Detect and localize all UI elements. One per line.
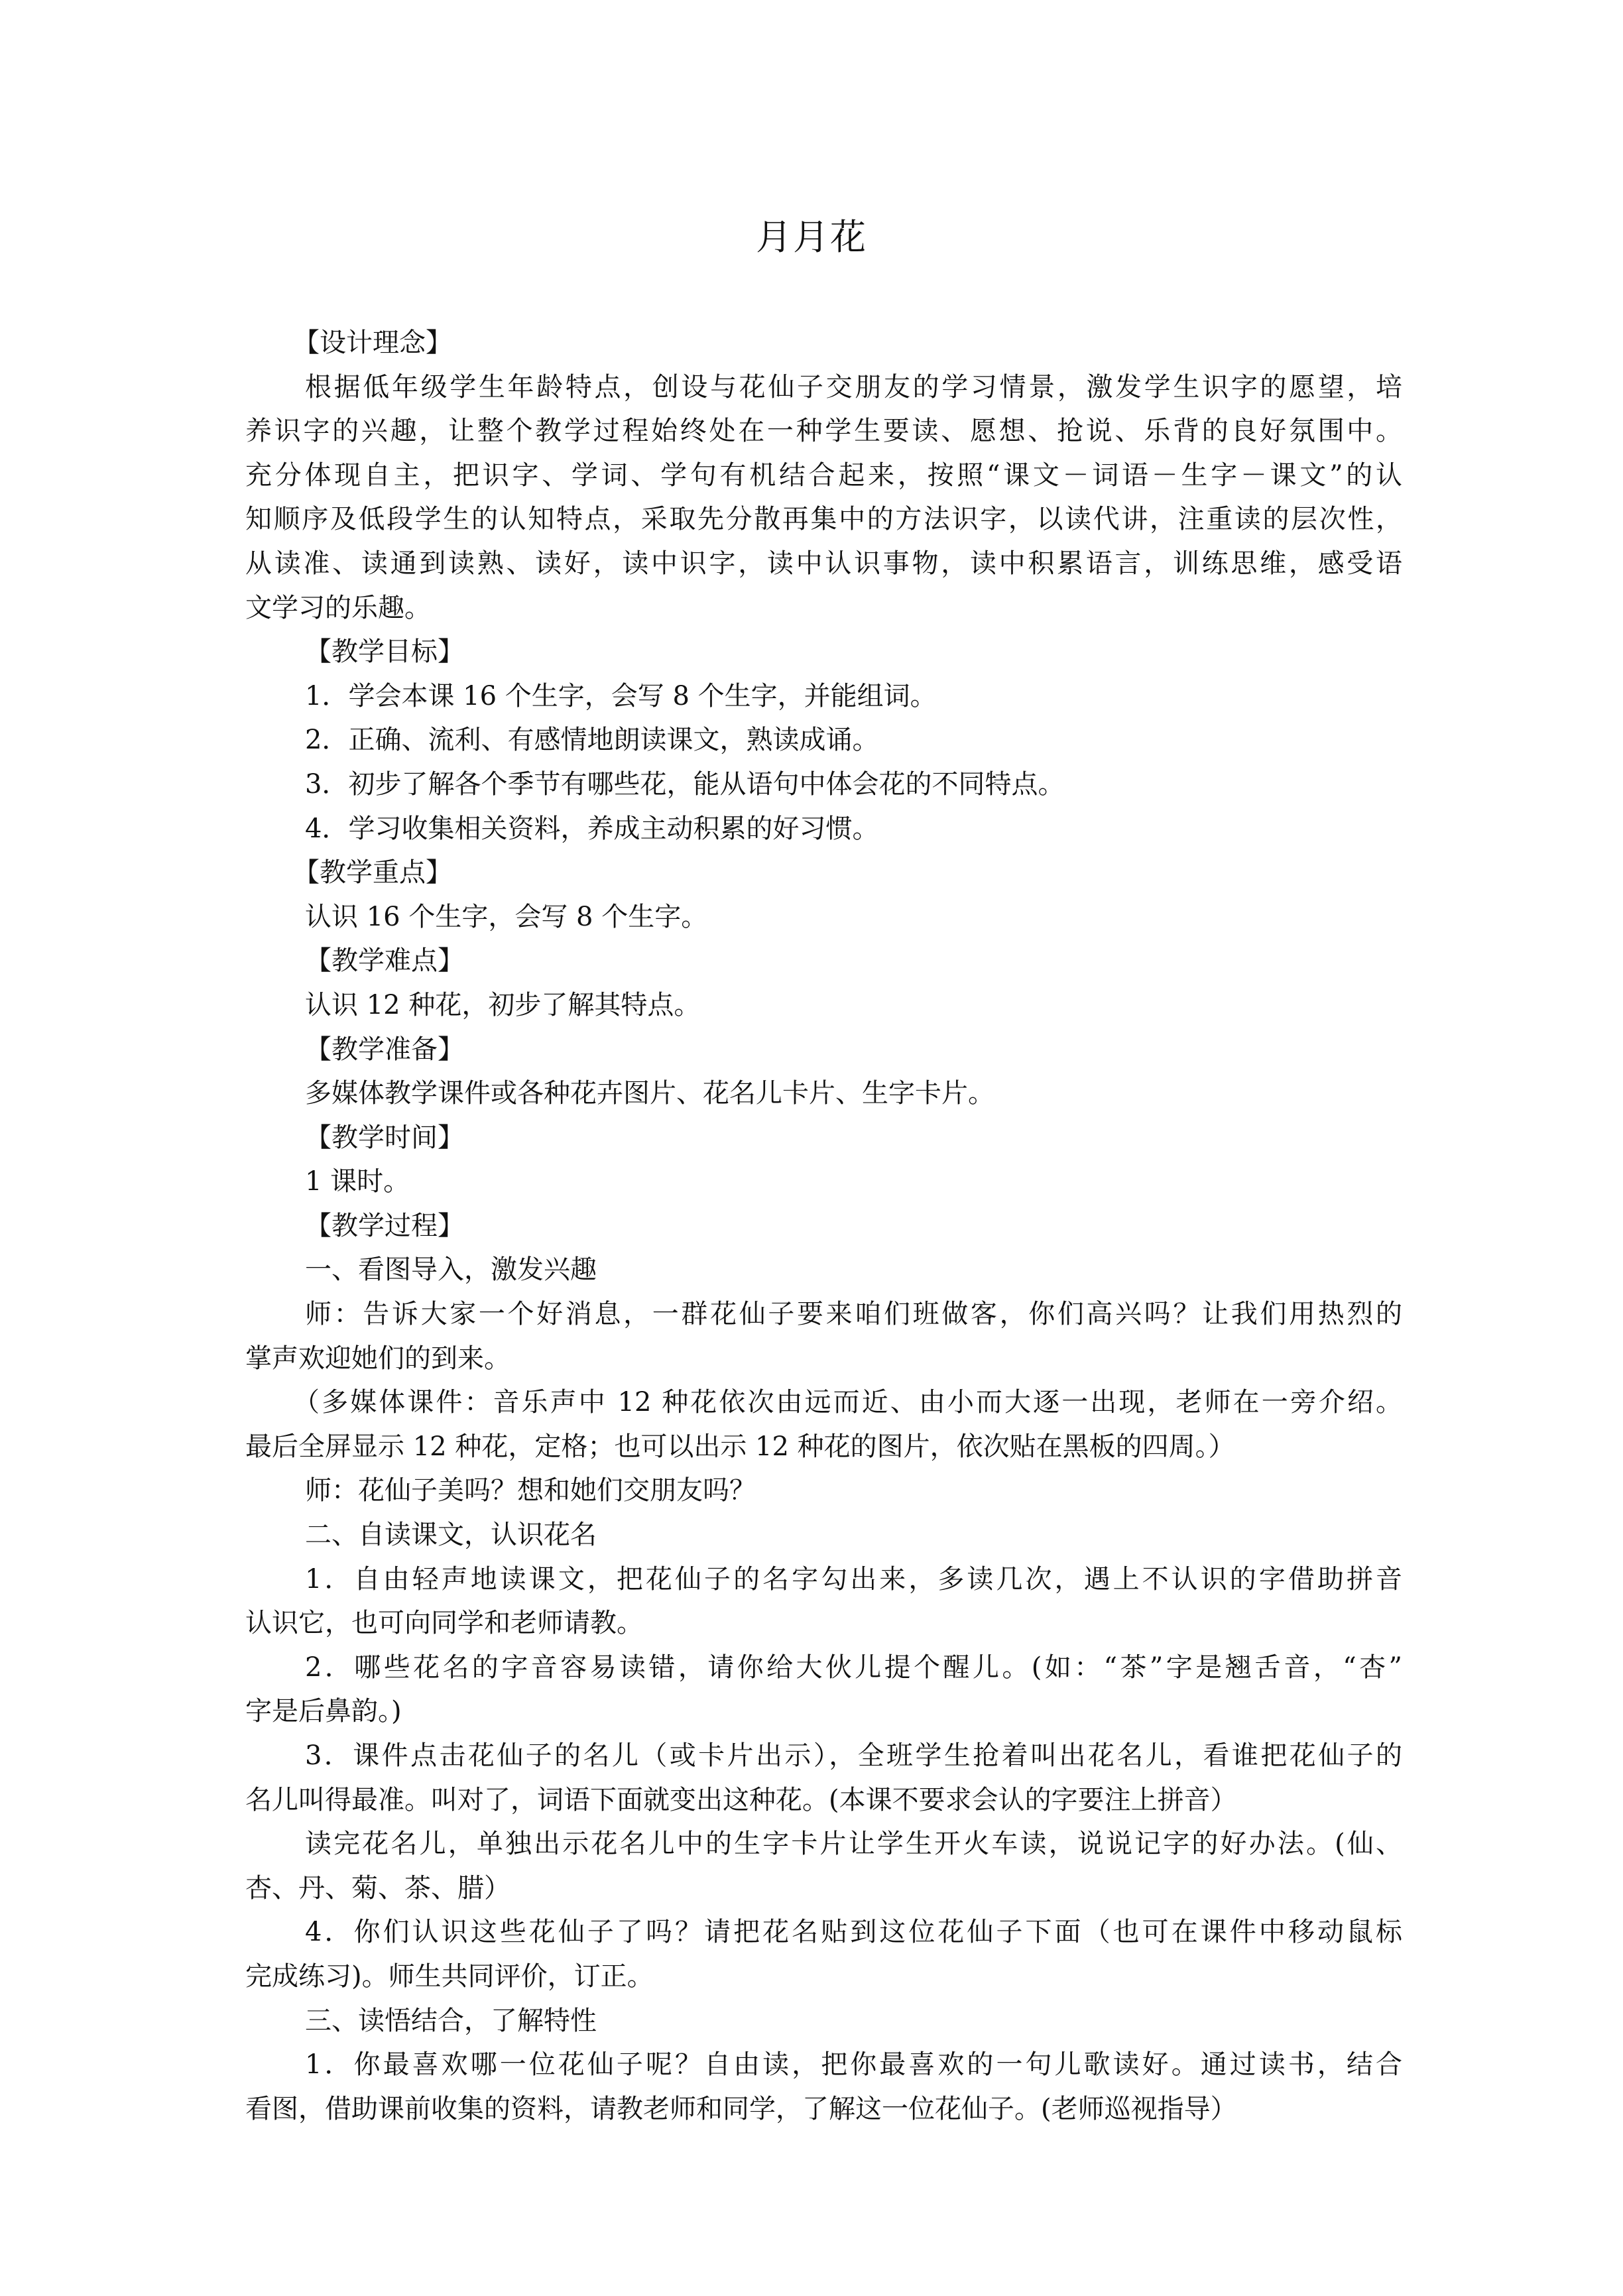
text-line: 认识 12 种花，初步了解其特点。 (305, 989, 701, 1020)
text-line: 最后全屏显示 12 种花，定格；也可以出示 12 种花的图片，依次贴在黑板的四周。） (245, 1431, 1235, 1462)
text-line: 看图，借助课前收集的资料，请教老师和同学，了解这一位花仙子。(老师巡视指导） (245, 2093, 1237, 2124)
text-line: 【教学重点】 (293, 857, 452, 888)
document-body (245, 321, 1402, 2131)
text-line: 认识它，也可向同学和老师请教。 (245, 1608, 643, 1639)
text-line: 认识 16 个生字，会写 8 个生字。 (305, 901, 708, 932)
text-line: 【教学难点】 (305, 945, 464, 977)
text-line: 1．学会本课 16 个生字，会写 8 个生字，并能组词。 (305, 680, 937, 711)
text-line: 2．正确、流利、有感情地朗读课文，熟读成诵。 (305, 725, 879, 756)
text-line: 师：花仙子美吗？想和她们交朋友吗？ (305, 1475, 756, 1506)
text-line: 1．自由轻声地读课文，把花仙子的名字勾出来，多读几次，遇上不认识的字借助拼音 (305, 1563, 1402, 1595)
text-line: 读完花名儿，单独出示花名儿中的生字卡片让学生开火车读，说说记字的好办法。(仙、 (305, 1829, 1402, 1860)
text-line: 3．初步了解各个季节有哪些花，能从语句中体会花的不同特点。 (305, 768, 1065, 800)
text-line: 4．你们认识这些花仙子了吗？请把花名贴到这位花仙子下面（也可在课件中移动鼠标 (305, 1917, 1402, 1948)
text-line: 师：告诉大家一个好消息，一群花仙子要来咱们班做客，你们高兴吗？让我们用热烈的 (305, 1299, 1402, 1330)
text-line: 根据低年级学生年龄特点，创设与花仙子交朋友的学习情景，激发学生识字的愿望，培 (305, 371, 1402, 402)
text-line: 多媒体教学课件或各种花卉图片、花名儿卡片、生字卡片。 (305, 1078, 994, 1109)
text-line: 【教学过程】 (305, 1210, 464, 1241)
text-line: 【教学目标】 (305, 636, 464, 668)
text-line: （多媒体课件：音乐声中 12 种花依次由远而近、由小而大逐一出现，老师在一旁介绍。 (293, 1387, 1402, 1418)
text-line: 从读准、读通到读熟、读好，读中识字，读中认识事物，读中积累语言，训练思维，感受语 (245, 548, 1402, 579)
page-title: 月月花 (756, 216, 867, 258)
text-line: 【设计理念】 (293, 328, 452, 358)
text-line: 三、读悟结合，了解特性 (305, 2005, 597, 2036)
text-line: 3．课件点击花仙子的名儿（或卡片出示），全班学生抢着叫出花名儿，看谁把花仙子的 (305, 1740, 1402, 1771)
text-line: 完成练习)。师生共同评价，订正。 (245, 1961, 654, 1992)
text-line: 2．哪些花名的字音容易读错，请你给大伙儿提个醒儿。(如：“茶”字是翘舌音，“杏” (305, 1652, 1402, 1683)
text-line: 杏、丹、菊、茶、腊） (245, 1872, 511, 1903)
text-line: 养识字的兴趣，让整个教学过程始终处在一种学生要读、愿想、抢说、乐背的良好氛围中。 (245, 416, 1402, 447)
text-line: 充分体现自主，把识字、学词、学句有机结合起来，按照“课文－词语－生字－课文”的认 (245, 459, 1402, 491)
text-line: 文学习的乐趣。 (245, 592, 431, 623)
text-line: 1．你最喜欢哪一位花仙子呢？自由读，把你最喜欢的一句儿歌读好。通过读书，结合 (305, 2049, 1402, 2081)
text-line: 二、自读课文，认识花名 (305, 1520, 597, 1551)
text-line: 知顺序及低段学生的认知特点，采取先分散再集中的方法识字，以读代讲，注重读的层次性， (245, 504, 1402, 535)
text-line: 字是后鼻韵。) (245, 1696, 402, 1727)
text-line: 4．学习收集相关资料，养成主动积累的好习惯。 (305, 813, 879, 844)
text-line: 一、看图导入，激发兴趣 (305, 1254, 597, 1286)
text-line: 掌声欢迎她们的到来。 (245, 1343, 511, 1374)
text-line: 名儿叫得最准。叫对了，词语下面就变出这种花。(本课不要求会认的字要注上拼音） (245, 1784, 1237, 1815)
text-line: 1 课时。 (305, 1166, 410, 1197)
text-line: 【教学时间】 (305, 1122, 464, 1153)
text-line: 【教学准备】 (305, 1034, 464, 1065)
